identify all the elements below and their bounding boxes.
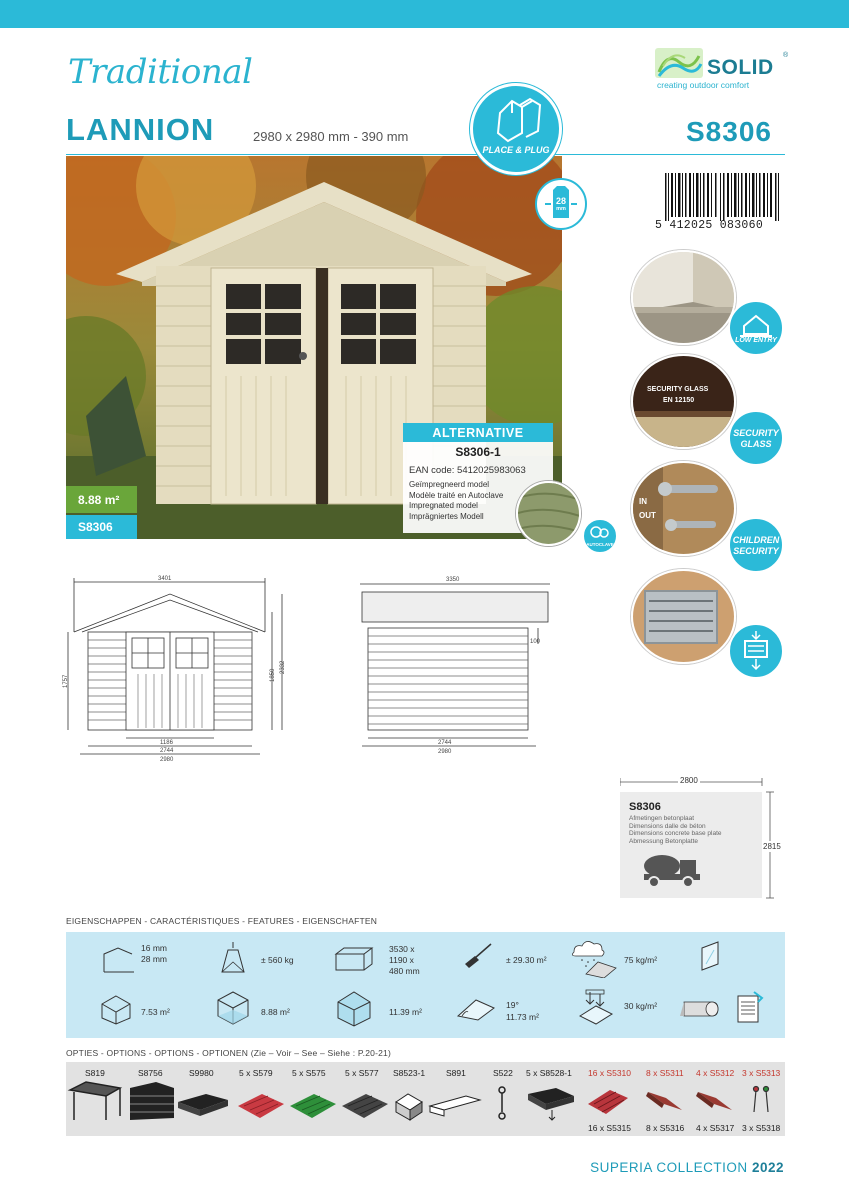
option-hook-icon [499, 1087, 505, 1119]
option-code-S577: 5 x S577 [345, 1068, 379, 1078]
side-outer-width: 2980 [438, 749, 452, 755]
place-plug-icon [470, 83, 562, 175]
low-entry-photo [633, 252, 736, 345]
collection-year: 2022 [751, 1160, 784, 1175]
ventilation-icon [728, 623, 784, 679]
alt-desc-fr: Modèle traité en Autoclave [409, 490, 504, 500]
alternative-heading: ALTERNATIVE [403, 423, 553, 442]
logo-mark-icon [655, 48, 703, 78]
slab-height: 2815 [763, 842, 781, 851]
children-in-text: IN [639, 497, 647, 506]
option-screws-icon [754, 1087, 769, 1113]
floor-inner-icon [100, 994, 132, 1026]
alternative-code: S8306-1 [455, 445, 501, 459]
concrete-base-plate [620, 774, 790, 900]
front-height-right: 2332 [280, 660, 286, 674]
option-sub-S5317: 4 x S5317 [696, 1123, 735, 1133]
front-height-left: 1757 [63, 674, 69, 688]
option-code-S5311: 8 x S5311 [646, 1068, 684, 1078]
spec-volume: 11.39 m² [389, 1007, 422, 1017]
alternative-descriptions [409, 480, 503, 522]
low-entry-badge [728, 300, 784, 356]
option-ridge-icon [646, 1092, 682, 1110]
option-code-S891: S891 [446, 1068, 466, 1078]
option-ridge-end-icon [696, 1092, 732, 1110]
low-entry-label: LOW ENTRY [735, 337, 777, 344]
volume-icon [334, 988, 374, 1028]
series-title: Traditional [68, 52, 253, 92]
option-code-S522: S522 [493, 1068, 513, 1078]
spec-roof-angle: 19° [506, 1000, 519, 1010]
option-floor-icon [178, 1094, 228, 1116]
package-icon [334, 944, 374, 972]
options-panel [66, 1062, 785, 1136]
security-glass-badge [728, 410, 784, 466]
security-glass-photo-text: SECURITY GLASS [647, 386, 709, 393]
side-top-width: 3350 [446, 577, 460, 583]
area-badge: 8.88 m² [66, 486, 137, 513]
manual-icon [732, 990, 766, 1026]
slab-desc-fr: Dimensions dalle de béton [629, 822, 706, 830]
option-code-S8528-1: 5 x S8528-1 [526, 1068, 572, 1078]
option-code-S575: 5 x S575 [292, 1068, 326, 1078]
glass-pane-icon [696, 940, 724, 974]
feature-photo-children-security [631, 461, 736, 556]
barcode-icon [663, 173, 783, 223]
security-glass-label-1: SECURITY [733, 428, 779, 438]
alt-desc-de: Imprägniertes Modell [409, 511, 484, 521]
front-door-width: 1186 [160, 740, 173, 746]
spec-paint: ± 29.30 m² [506, 955, 547, 965]
option-red-shingles-icon [238, 1094, 284, 1118]
slab-code: S8306 [629, 801, 661, 813]
model-name: LANNION [66, 112, 215, 147]
top-bar [0, 0, 849, 28]
option-sub-S5318: 3 x S5318 [742, 1123, 781, 1133]
spec-wall-1: 16 mm [141, 943, 167, 953]
low-entry-icon [728, 300, 784, 356]
roofing-felt-roll-icon [678, 994, 720, 1024]
wall-thickness-value: 28 [555, 196, 566, 206]
model-dimensions: 2980 x 2980 mm - 390 mm [253, 129, 409, 144]
spec-roof-load: 30 kg/m² [624, 1001, 658, 1011]
feature-photo-ventilation [631, 569, 736, 664]
brand-registered: ® [783, 52, 789, 59]
spec-floor-inner: 7.53 m² [141, 1007, 170, 1017]
options-title: OPTIES - OPTIONS - OPTIONS - OPTIONEN (Zie – Voir – See – Siehe : P.20-21) [66, 1048, 391, 1058]
children-security-photo [633, 463, 736, 556]
children-out-text: OUT [639, 511, 656, 520]
spec-package-3: 480 mm [389, 966, 420, 976]
spec-package-2: 1190 x [389, 955, 414, 965]
floor-outer-icon [216, 990, 250, 1026]
option-lean-to-icon [130, 1082, 174, 1120]
model-code: S8306 [686, 116, 772, 147]
front-inner-width: 2744 [160, 748, 174, 754]
roof-load-icon [576, 988, 616, 1028]
children-security-label-1: CHILDREN [732, 535, 780, 545]
front-and-side-drawing [60, 572, 560, 767]
slab-descriptions [629, 815, 722, 845]
ventilation-badge [728, 623, 784, 679]
security-glass-label-2: GLASS [740, 439, 772, 449]
paint-brush-icon [461, 942, 495, 970]
spec-wall-2: 28 mm [141, 954, 167, 964]
option-code-S5313: 3 x S5313 [742, 1068, 781, 1078]
feature-photo-low-entry [631, 250, 736, 345]
title-rule [66, 154, 785, 155]
children-security-badge [728, 517, 784, 573]
children-security-label-2: SECURITY [733, 546, 779, 556]
spec-weight: ± 560 kg [261, 955, 294, 965]
options-illustrations [66, 1078, 785, 1124]
front-outer-width: 2980 [160, 757, 174, 763]
autoclave-badge [582, 518, 618, 554]
slab-desc-nl: Afmetingen betonplaat [629, 815, 695, 822]
features-panel [66, 932, 785, 1038]
autoclave-icon [582, 518, 618, 554]
option-code-S579: 5 x S579 [239, 1068, 273, 1078]
solid-logo [655, 46, 790, 92]
wood-texture-icon [518, 483, 581, 546]
slab-width: 2800 [680, 776, 698, 785]
option-sub-S5315: 16 x S5315 [588, 1123, 632, 1133]
side-overhang: 100 [530, 639, 541, 645]
technical-drawings [60, 572, 560, 767]
collection-footer [590, 1160, 784, 1175]
spec-floor-outer: 8.88 m² [261, 1007, 290, 1017]
slab-desc-en: Dimensions concrete base plate [629, 830, 722, 838]
weight-icon [216, 940, 250, 974]
place-and-plug-badge [470, 83, 562, 175]
option-impregnation-icon [396, 1094, 422, 1120]
code-badge: S8306 [66, 515, 137, 539]
ventilation-photo [633, 571, 736, 664]
side-inner-width: 2744 [438, 740, 452, 746]
spec-snow: 75 kg/m² [624, 955, 658, 965]
place-plug-label: PLACE & PLUG [482, 145, 550, 155]
collection-name: SUPERIA COLLECTION [590, 1160, 748, 1175]
option-red-tiles-icon [588, 1090, 628, 1114]
option-sub-S5316: 8 x S5316 [646, 1123, 685, 1133]
brand-name: SOLID [707, 56, 774, 79]
barcode-number: 5 412025 083060 [655, 219, 764, 232]
roof-angle-icon [456, 996, 496, 1022]
option-green-shingles-icon [290, 1094, 336, 1118]
alternative-ean: EAN code: 5412025983063 [409, 465, 526, 476]
features-title: EIGENSCHAPPEN - CARACTÉRISTIQUES - FEATURES - EIGENSCHAFTEN [66, 916, 378, 926]
option-black-shingles-icon [342, 1094, 388, 1118]
wall-thickness-badge [535, 178, 587, 230]
option-gutter-icon [430, 1096, 480, 1116]
option-code-S819: S819 [85, 1068, 105, 1078]
brand-tagline: creating outdoor comfort [657, 80, 750, 90]
option-code-S5312: 4 x S5312 [696, 1068, 735, 1078]
option-code-S5310: 16 x S5310 [588, 1068, 632, 1078]
security-glass-norm: EN 12150 [663, 397, 695, 404]
feature-photo-security-glass [631, 354, 736, 449]
snow-load-icon [568, 938, 620, 978]
option-code-S9980: S9980 [189, 1068, 214, 1078]
spec-roof-area: 11.73 m² [506, 1012, 539, 1022]
option-code-S8756: S8756 [138, 1068, 163, 1078]
alt-desc-en: Impregnated model [409, 501, 478, 510]
spec-package-1: 3530 x [389, 944, 415, 954]
option-code-S8523-1: S8523-1 [393, 1068, 426, 1078]
front-height-mid: 1850 [270, 668, 276, 682]
front-top-width: 3401 [158, 576, 172, 582]
alt-desc-nl: Geïmpregneerd model [409, 480, 490, 489]
wall-thickness-icon [102, 946, 136, 974]
concrete-truck-icon [642, 852, 704, 888]
wall-thickness-unit: mm [556, 206, 566, 212]
option-roof-sheet-icon [528, 1088, 574, 1120]
autoclave-label: AUTOCLAVE [586, 542, 614, 547]
impregnated-wood-sample [516, 481, 581, 546]
option-carport-icon [70, 1082, 120, 1120]
slab-desc-de: Abmessung Betonplatte [629, 837, 699, 845]
